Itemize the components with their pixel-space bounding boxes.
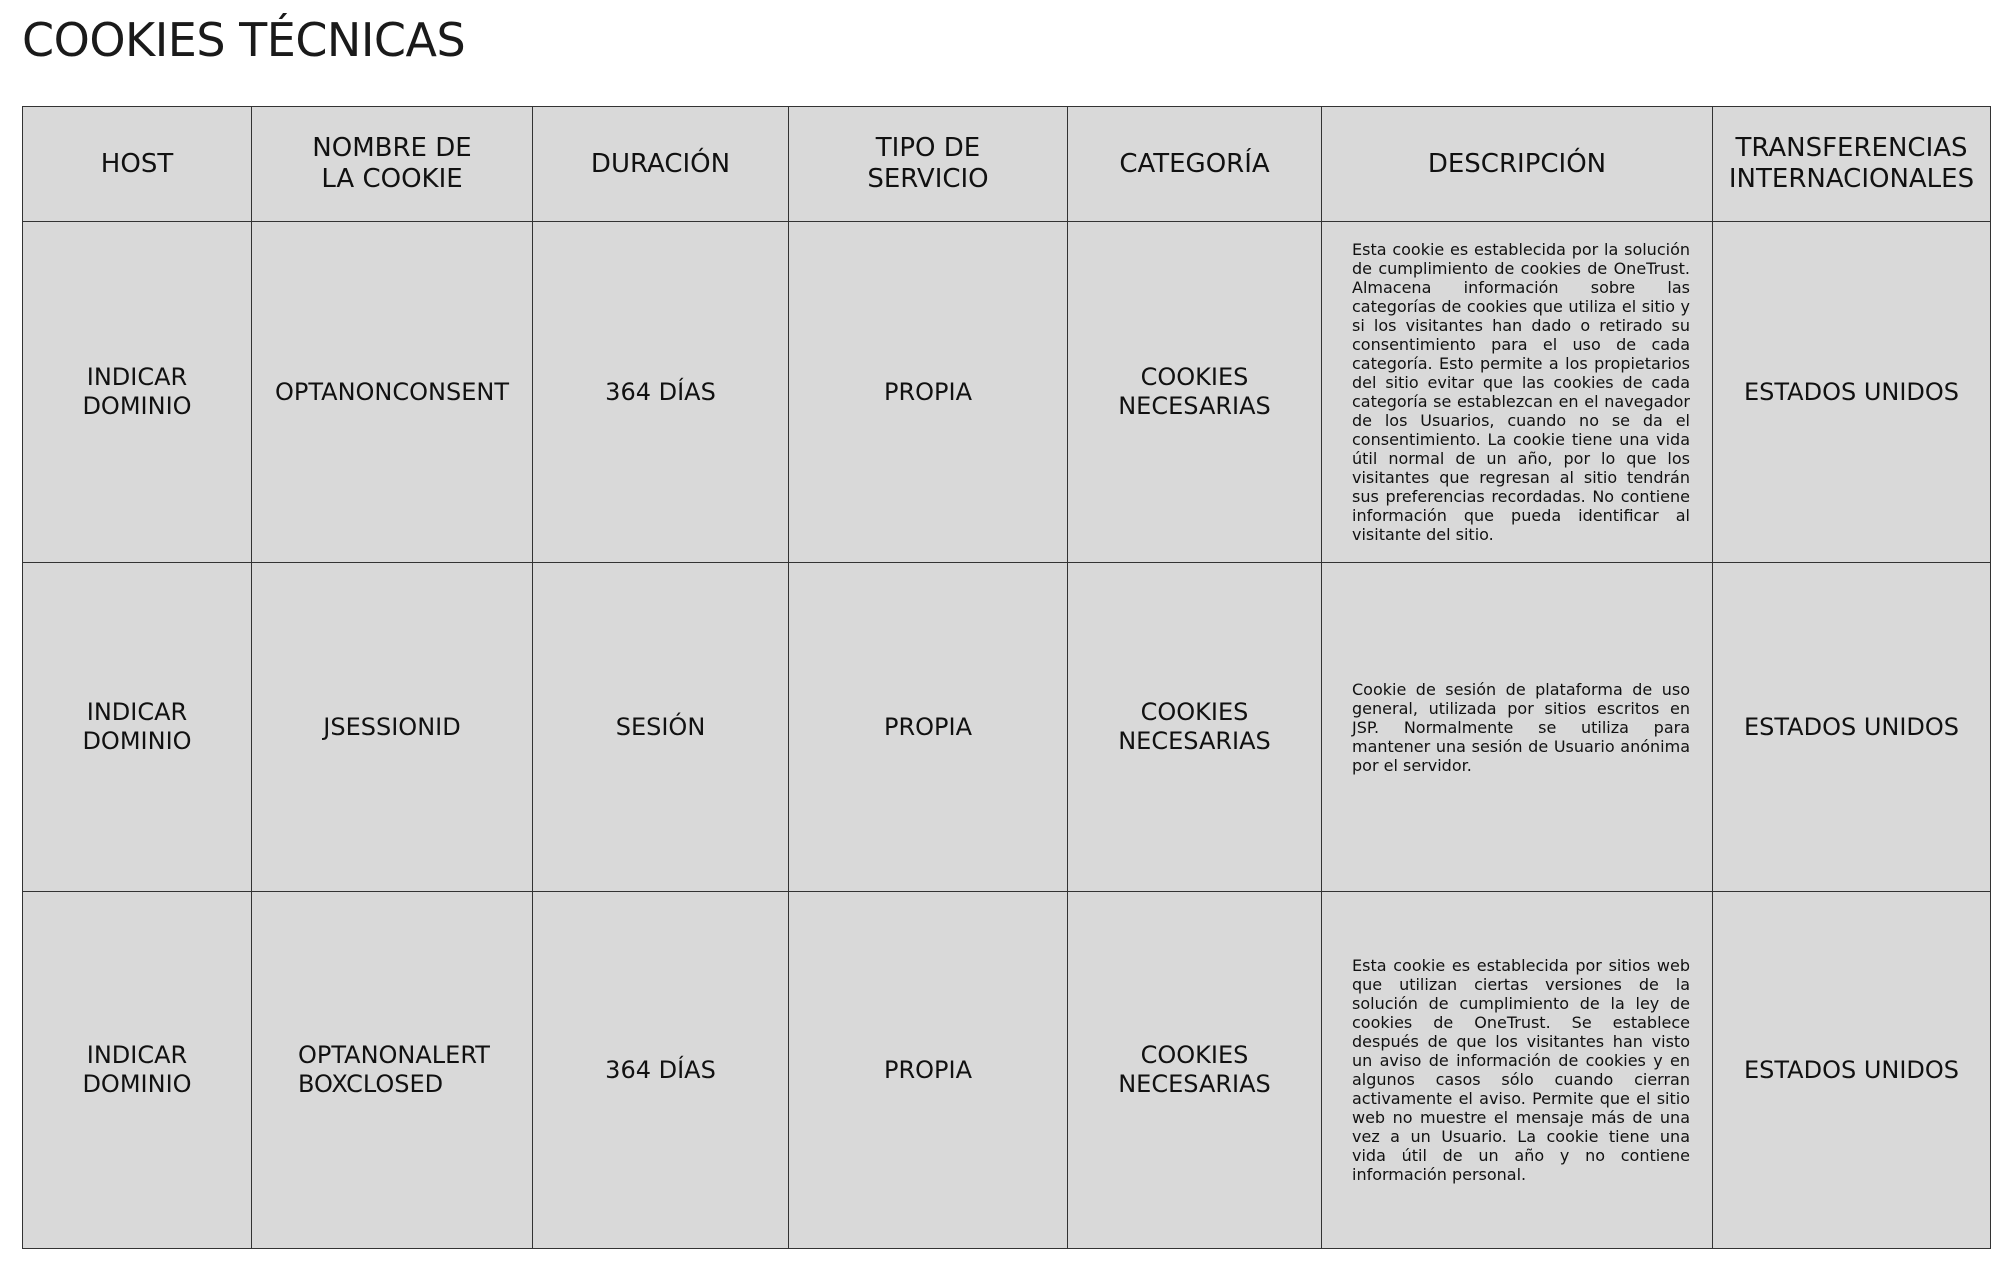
- cell-duration: SESIÓN: [533, 563, 789, 892]
- header-international-transfers: TRANSFERENCIAS INTERNACIONALES: [1713, 107, 1991, 222]
- table-row: [23, 892, 1991, 1249]
- table-header-row: [23, 107, 1991, 222]
- header-cookie-name: NOMBRE DE LA COOKIE: [252, 107, 533, 222]
- cell-category: COOKIES NECESARIAS: [1068, 222, 1322, 563]
- cell-host: INDICAR DOMINIO: [23, 892, 252, 1249]
- cell-category: COOKIES NECESARIAS: [1068, 563, 1322, 892]
- cell-service-type: PROPIA: [789, 222, 1068, 563]
- header-category: CATEGORÍA: [1068, 107, 1322, 222]
- header-host: HOST: [23, 107, 252, 222]
- cell-host: INDICAR DOMINIO: [23, 222, 252, 563]
- cell-category: COOKIES NECESARIAS: [1068, 892, 1322, 1249]
- table-row: [23, 222, 1991, 563]
- cell-international-transfers: ESTADOS UNIDOS: [1713, 222, 1991, 563]
- header-duration: DURACIÓN: [533, 107, 789, 222]
- page-title: COOKIES TÉCNICAS: [22, 13, 466, 67]
- header-service-type: TIPO DE SERVICIO: [789, 107, 1068, 222]
- cell-international-transfers: ESTADOS UNIDOS: [1713, 892, 1991, 1249]
- cell-duration: 364 DÍAS: [533, 892, 789, 1249]
- cell-cookie-name: JSESSIONID: [252, 563, 533, 892]
- cell-cookie-name: OPTANONCONSENT: [252, 222, 533, 563]
- cell-description: Cookie de sesión de plataforma de uso general, utilizada por sitios escritos en JSP. Normalmente se utiliza para mantener una sesión de Usuario anónima por el servidor.: [1322, 563, 1713, 892]
- cell-cookie-name: OPTANONALERT BOXCLOSED: [252, 892, 533, 1249]
- table-row: [23, 563, 1991, 892]
- header-description: DESCRIPCIÓN: [1322, 107, 1713, 222]
- cell-international-transfers: ESTADOS UNIDOS: [1713, 563, 1991, 892]
- cell-host: INDICAR DOMINIO: [23, 563, 252, 892]
- cell-service-type: PROPIA: [789, 563, 1068, 892]
- cell-description: Esta cookie es establecida por sitios web que utilizan ciertas versiones de la solución de cumplimiento de la ley de cookies de OneTrust. Se establece después de que los visitantes han visto un aviso de información de cookies y en algunos casos sólo cuando cierran activamente el aviso. Permite que el sitio web no muestre el mensaje más de una vez a un Usuario. La cookie tiene una vida útil de un año y no contiene información personal.: [1322, 892, 1713, 1249]
- cell-description: Esta cookie es establecida por la solución de cumplimiento de cookies de OneTrust. Almacena información sobre las categorías de cookies que utiliza el sitio y si los visitantes han dado o retirado su consentimiento para el uso de cada categoría. Esto permite a los propietarios del sitio evitar que las cookies de cada categoría se establezcan en el navegador de los Usuarios, cuando no se da el consentimiento. La cookie tiene una vida útil normal de un año, por lo que los visitantes que regresan al sitio tendrán sus preferencias recordadas. No contiene información que pueda identificar al visitante del sitio.: [1322, 222, 1713, 563]
- cell-duration: 364 DÍAS: [533, 222, 789, 563]
- cell-service-type: PROPIA: [789, 892, 1068, 1249]
- cookies-table: [22, 106, 1991, 1249]
